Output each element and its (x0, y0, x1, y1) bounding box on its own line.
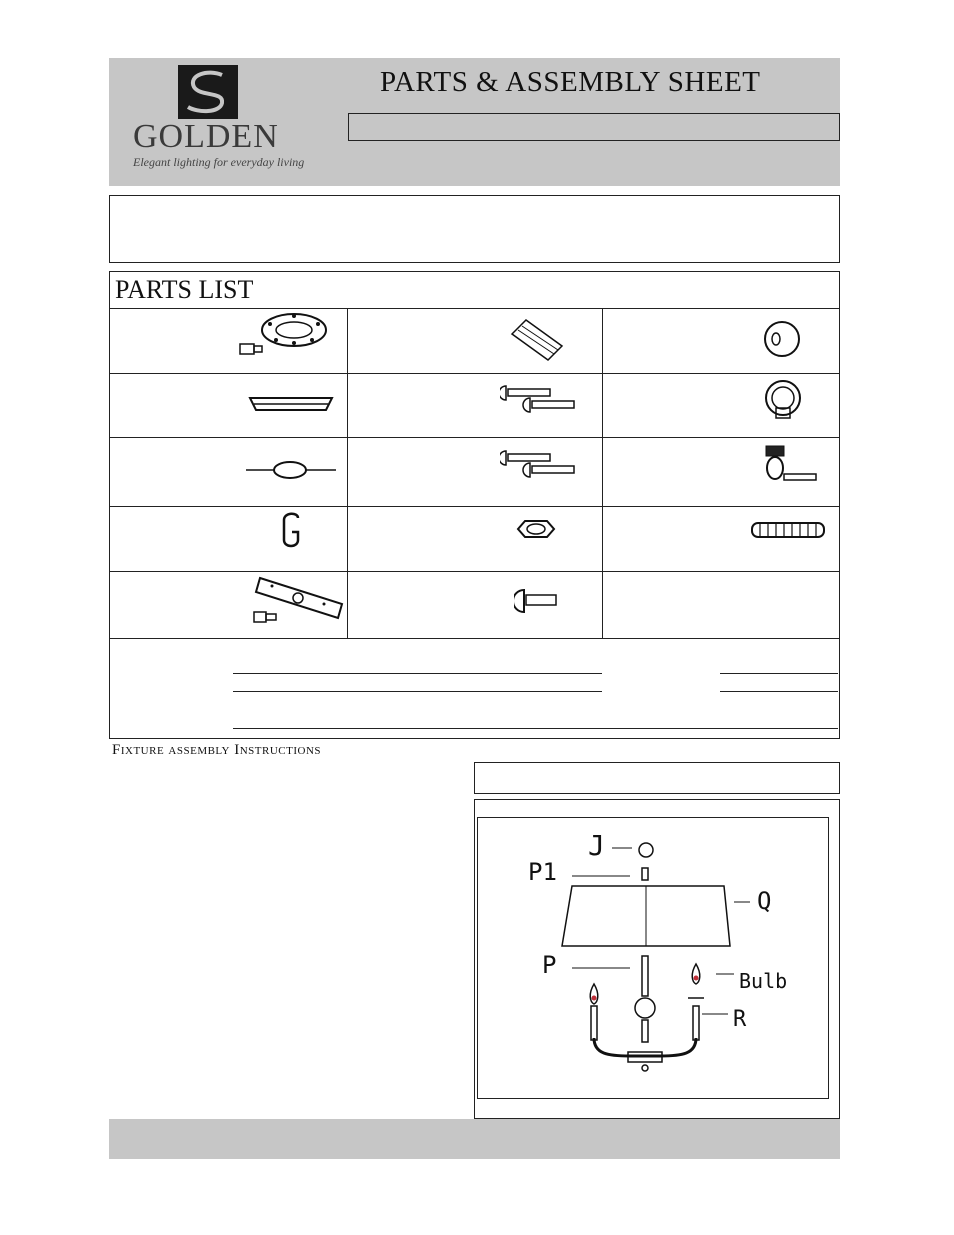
page-title: PARTS & ASSEMBLY SHEET (380, 66, 761, 98)
model-number-box (348, 113, 840, 141)
label-q: Q (757, 887, 772, 915)
grid-col-line (347, 308, 348, 639)
parts-list-heading: PARTS LIST (115, 275, 254, 304)
grid-row-line (109, 638, 840, 639)
crossbar-icon (250, 574, 346, 631)
label-j: J (588, 829, 605, 862)
wire-connector-icon (508, 316, 566, 369)
diagram-caption-box (474, 762, 840, 794)
screw-pair-icon (500, 447, 578, 486)
grid-row-line (109, 308, 840, 309)
footer-band (109, 1119, 840, 1159)
center-stem (572, 956, 655, 1042)
loop-ring-icon (760, 378, 806, 427)
brand-logo (178, 65, 238, 119)
finial-ball-icon (762, 318, 802, 365)
grid-row-line (109, 506, 840, 507)
screw-pair-icon (500, 382, 578, 421)
s-hook-icon (278, 510, 304, 555)
label-p: P (542, 951, 557, 979)
hex-nut-icon (516, 518, 556, 545)
description-box (109, 195, 840, 263)
chandelier-arms (591, 1006, 699, 1071)
label-bulb: Bulb (739, 969, 788, 993)
rule-line (233, 728, 838, 729)
grid-row-line (109, 373, 840, 374)
rule-line (720, 691, 838, 692)
brand-tagline: Elegant lighting for everyday living (133, 155, 305, 169)
finial-part (612, 843, 653, 857)
label-p1: P1 (528, 858, 557, 886)
threaded-pipe-icon (750, 520, 828, 545)
rule-line (233, 673, 602, 674)
grid-row-line (109, 571, 840, 572)
rule-line (233, 691, 602, 692)
chain-link-icon (244, 458, 338, 487)
short-screw-icon (514, 588, 560, 619)
candle-bulbs (590, 964, 734, 1014)
label-r: R (733, 1007, 747, 1032)
brand-name: GOLDEN (133, 118, 279, 155)
grid-col-line (602, 308, 603, 639)
instructions-heading: Fixture assembly Instructions (112, 742, 322, 758)
parts-list-table (109, 271, 840, 739)
swivel-hook-icon (760, 444, 820, 489)
lamp-shade (562, 886, 750, 946)
canopy-ring-icon (246, 394, 336, 421)
nipple-part (572, 868, 648, 880)
rule-line (720, 673, 838, 674)
grid-row-line (109, 437, 840, 438)
canopy-plate-icon (236, 310, 332, 365)
